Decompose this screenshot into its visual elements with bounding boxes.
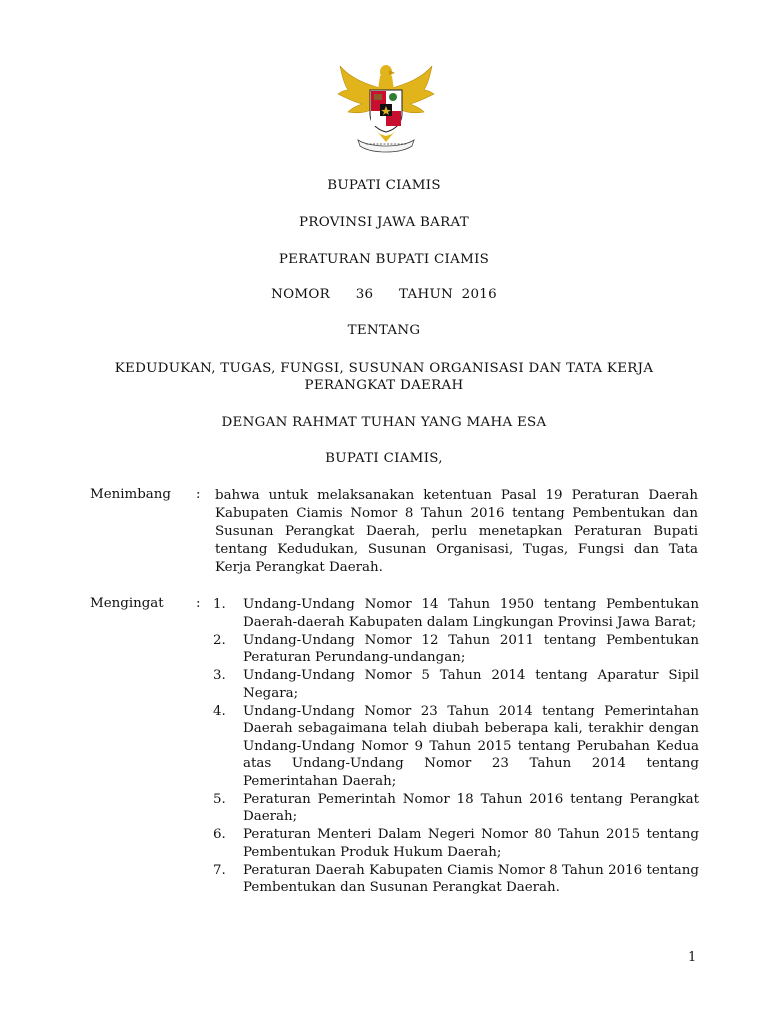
regulation-title-line2: PERANGKAT DAERAH <box>304 378 464 393</box>
header-nomor: NOMOR 36 TAHUN 2016 <box>271 287 497 302</box>
list-item-number: 1. <box>213 597 226 612</box>
list-item-text: Undang-Undang Nomor 14 Tahun 1950 tentang Pembentukan Daerah-daerah Kabupaten dalam Lingkungan Provinsi Jawa Barat; <box>243 597 699 630</box>
list-item-text: Undang-Undang Nomor 23 Tahun 2014 tentang Pemerintahan Daerah sebagaimana telah diubah beberapa kali, terakhir dengan Undang-Undang Nomor 9 Tahun 2015 tentang Perubahan Kedua atas Undang-Undang Nomor 23 Tahun 2014 tentang Pemerintahan Daerah; <box>243 703 699 789</box>
list-item-text: Peraturan Menteri Dalam Negeri Nomor 80 Tahun 2015 tentang Pembentukan Produk Hukum Daerah; <box>243 827 699 860</box>
mengingat-label: Mengingat <box>90 596 164 611</box>
menimbang-colon: : <box>196 487 201 502</box>
menimbang-label: Menimbang <box>90 487 171 502</box>
list-item <box>213 791 699 826</box>
header-tentang: TENTANG <box>347 323 421 338</box>
regulation-title-line1: KEDUDUKAN, TUGAS, FUNGSI, SUSUNAN ORGANISASI DAN TATA KERJA <box>114 361 654 376</box>
header-bupati-ciamis: BUPATI CIAMIS <box>327 178 441 193</box>
list-item-number: 7. <box>213 862 226 878</box>
page-number: 1 <box>688 950 697 965</box>
bupati-signatory-heading: BUPATI CIAMIS, <box>325 451 443 466</box>
list-item-text: Undang-Undang Nomor 12 Tahun 2011 tentang Pembentukan Peraturan Perundang-undangan; <box>243 632 699 665</box>
mengingat-list <box>213 596 699 897</box>
list-item-number: 5. <box>213 791 226 807</box>
list-item-number: 3. <box>213 668 226 683</box>
header-provinsi: PROVINSI JAWA BARAT <box>299 215 469 230</box>
garuda-emblem-icon <box>336 64 436 158</box>
list-item-number: 6. <box>213 827 226 842</box>
list-item <box>213 703 699 791</box>
menimbang-text: bahwa untuk melaksanakan ketentuan Pasal 19 Peraturan Daerah Kabupaten Ciamis Nomor 8 Tahun 2016 tentang Pembentukan dan Susunan Perangkat Daerah, perlu menetapkan Peraturan Bupati tentang Kedudukan, Susunan Organisasi, Tugas, Fungsi dan Tata Kerja Perangkat Daerah. <box>215 488 698 575</box>
list-item-text: Peraturan Pemerintah Nomor 18 Tahun 2016 tentang Perangkat Daerah; <box>243 791 699 824</box>
rahmat-line: DENGAN RAHMAT TUHAN YANG MAHA ESA <box>221 415 547 430</box>
mengingat-colon: : <box>196 596 201 611</box>
list-item-text: Peraturan Daerah Kabupaten Ciamis Nomor 8 Tahun 2016 tentang Pembentukan dan Susunan Perangkat Daerah. <box>243 862 699 895</box>
list-item-number: 4. <box>213 703 226 719</box>
list-item <box>213 826 699 861</box>
header-peraturan: PERATURAN BUPATI CIAMIS <box>278 252 490 267</box>
list-item-number: 2. <box>213 632 226 648</box>
list-item-text: Undang-Undang Nomor 5 Tahun 2014 tentang Aparatur Sipil Negara; <box>243 668 699 701</box>
list-item <box>213 596 699 631</box>
list-item <box>213 862 699 897</box>
list-item <box>213 667 699 702</box>
list-item <box>213 632 699 667</box>
